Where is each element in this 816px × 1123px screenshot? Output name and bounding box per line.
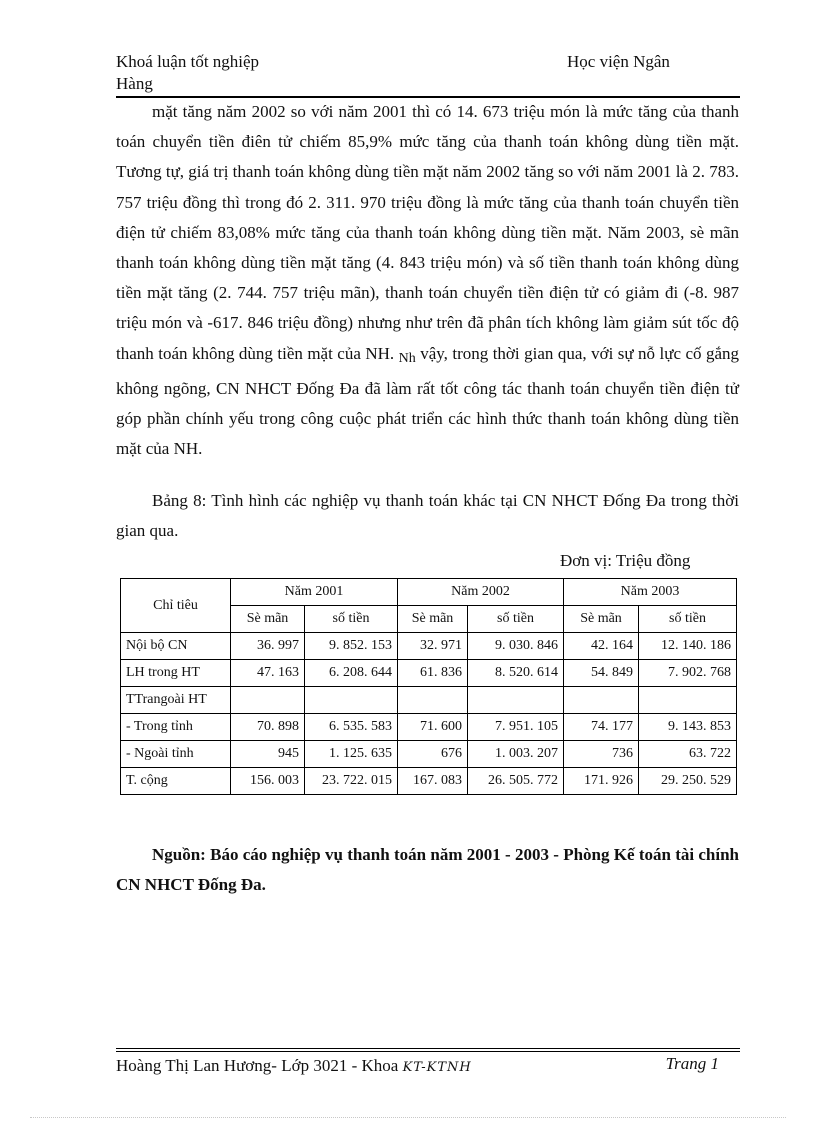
cell-value: 63. 722 <box>639 741 737 768</box>
row-label: T. cộng <box>121 768 231 795</box>
cell-value: 47. 163 <box>231 660 305 687</box>
cell-value: 71. 600 <box>398 714 468 741</box>
source-note <box>116 840 739 900</box>
cell-value: 6. 535. 583 <box>305 714 398 741</box>
cell-value <box>305 687 398 714</box>
table-header-row <box>121 579 737 606</box>
cell-value <box>468 687 564 714</box>
subheader-amount: số tiền <box>468 606 564 633</box>
page-number: Trang 1 <box>665 1054 719 1073</box>
cell-value <box>564 687 639 714</box>
cell-value: 26. 505. 772 <box>468 768 564 795</box>
cell-value: 9. 852. 153 <box>305 633 398 660</box>
source-note-text: Nguồn: Báo cáo nghiệp vụ thanh toán năm 2001 - 2003 - Phòng Kế toán tài chính CN NHCT Đống Đa. <box>116 845 739 895</box>
subheader-count: Sè mãn <box>398 606 468 633</box>
footer-rule-double <box>116 1051 740 1052</box>
cell-value: 1. 003. 207 <box>468 741 564 768</box>
header-institution: Học viện Ngân <box>567 52 670 71</box>
footer-rule <box>116 1048 740 1049</box>
cell-value: 6. 208. 644 <box>305 660 398 687</box>
cell-value: 1. 125. 635 <box>305 741 398 768</box>
row-label: - Trong tỉnh <box>121 714 231 741</box>
footer-author-text: Hoàng Thị Lan Hương- Lớp 3021 - Khoa <box>116 1056 399 1075</box>
cell-value: 8. 520. 614 <box>468 660 564 687</box>
subheader-count: Sè mãn <box>564 606 639 633</box>
paragraph-nh-fragment: Nh <box>398 350 416 366</box>
cell-value: 23. 722. 015 <box>305 768 398 795</box>
table-row <box>121 741 737 768</box>
cell-value: 9. 030. 846 <box>468 633 564 660</box>
body-paragraph <box>116 97 739 464</box>
cell-value: 70. 898 <box>231 714 305 741</box>
paragraph-part-1: mặt tăng năm 2002 so với năm 2001 thì có 14. 673 triệu món là mức tăng của thanh toán chuyển tiền điên tử chiếm 85,9% mức tăng của thanh toán không dùng tiền mặt. Tương tự, giá trị thanh toán không dùng tiền mặt năm 2002 tăng so với năm 2001 là 2. 783. 757 triệu đồng thì trong đó 2. 311. 970 triệu đồng là mức tăng của thanh toán chuyển tiền điện tử chiếm 83,08% mức tăng của thanh toán không dùng tiền mặt. Năm 2003, sè mãn thanh toán không dùng tiền mặt tăng (4. 843 triệu món) và số tiền thanh toán không dùng tiền mặt tăng (2. 744. 757 triệu mãn), thanh toán chuyển tiền điện tử có giảm đi (-8. 987 triệu món và -617. 846 triệu đồng) nhưng như trên đã phân tích không làm giảm sút tốc độ thanh toán không dùng tiền mặt của NH. <box>116 102 739 363</box>
cell-value: 7. 951. 105 <box>468 714 564 741</box>
cell-value <box>639 687 737 714</box>
cell-value: 9. 143. 853 <box>639 714 737 741</box>
subheader-count: Sè mãn <box>231 606 305 633</box>
table-caption-text: Bảng 8: Tình hình các nghiệp vụ thanh toán khác tại CN NHCT Đống Đa trong thời gian qua. <box>116 491 739 541</box>
header-indicator: Chỉ tiêu <box>121 579 231 633</box>
table-row <box>121 687 737 714</box>
row-label: LH trong HT <box>121 660 231 687</box>
cell-value: 7. 902. 768 <box>639 660 737 687</box>
cell-value: 171. 926 <box>564 768 639 795</box>
cell-value: 676 <box>398 741 468 768</box>
header-title: Khoá luận tốt nghiệp <box>116 52 260 71</box>
cell-value <box>231 687 305 714</box>
header-year-2002: Năm 2002 <box>398 579 564 606</box>
table-row <box>121 633 737 660</box>
table-row <box>121 714 737 741</box>
cell-value: 167. 083 <box>398 768 468 795</box>
cell-value: 61. 836 <box>398 660 468 687</box>
paragraph-part-2: vậy, trong thời gian qua, với sự nỗ lực cố gắng không ngõng, CN NHCT Đống Đa đã làm rất tốt công tác thanh toán chuyển tiền điện tử góp phần chính yếu trong công cuộc phát triển các hình thức thanh toán không dùng tiền mặt của NH. <box>116 343 739 459</box>
row-label: Nội bộ CN <box>121 633 231 660</box>
subheader-amount: số tiền <box>639 606 737 633</box>
table-caption <box>116 486 739 546</box>
row-label: - Ngoài tỉnh <box>121 741 231 768</box>
header-year-2001: Năm 2001 <box>231 579 398 606</box>
cell-value: 74. 177 <box>564 714 639 741</box>
cell-value <box>398 687 468 714</box>
cell-value: 54. 849 <box>564 660 639 687</box>
subheader-amount: số tiền <box>305 606 398 633</box>
cell-value: 945 <box>231 741 305 768</box>
table-unit: Đơn vị: Triệu đồng <box>560 551 691 570</box>
cell-value: 12. 140. 186 <box>639 633 737 660</box>
cell-value: 156. 003 <box>231 768 305 795</box>
table-row <box>121 660 737 687</box>
cell-value: 736 <box>564 741 639 768</box>
header-title-continued: Hàng <box>116 74 153 93</box>
cell-value: 32. 971 <box>398 633 468 660</box>
footer-author <box>116 1055 472 1079</box>
footer-department: KT-KTNH <box>402 1060 472 1075</box>
table-row-total <box>121 768 737 795</box>
cell-value: 29. 250. 529 <box>639 768 737 795</box>
cell-value: 42. 164 <box>564 633 639 660</box>
header-year-2003: Năm 2003 <box>564 579 737 606</box>
page-bottom-dotted-line <box>30 1117 786 1118</box>
cell-value: 36. 997 <box>231 633 305 660</box>
payment-table <box>120 578 737 795</box>
row-label: TTrangoài HT <box>121 687 231 714</box>
